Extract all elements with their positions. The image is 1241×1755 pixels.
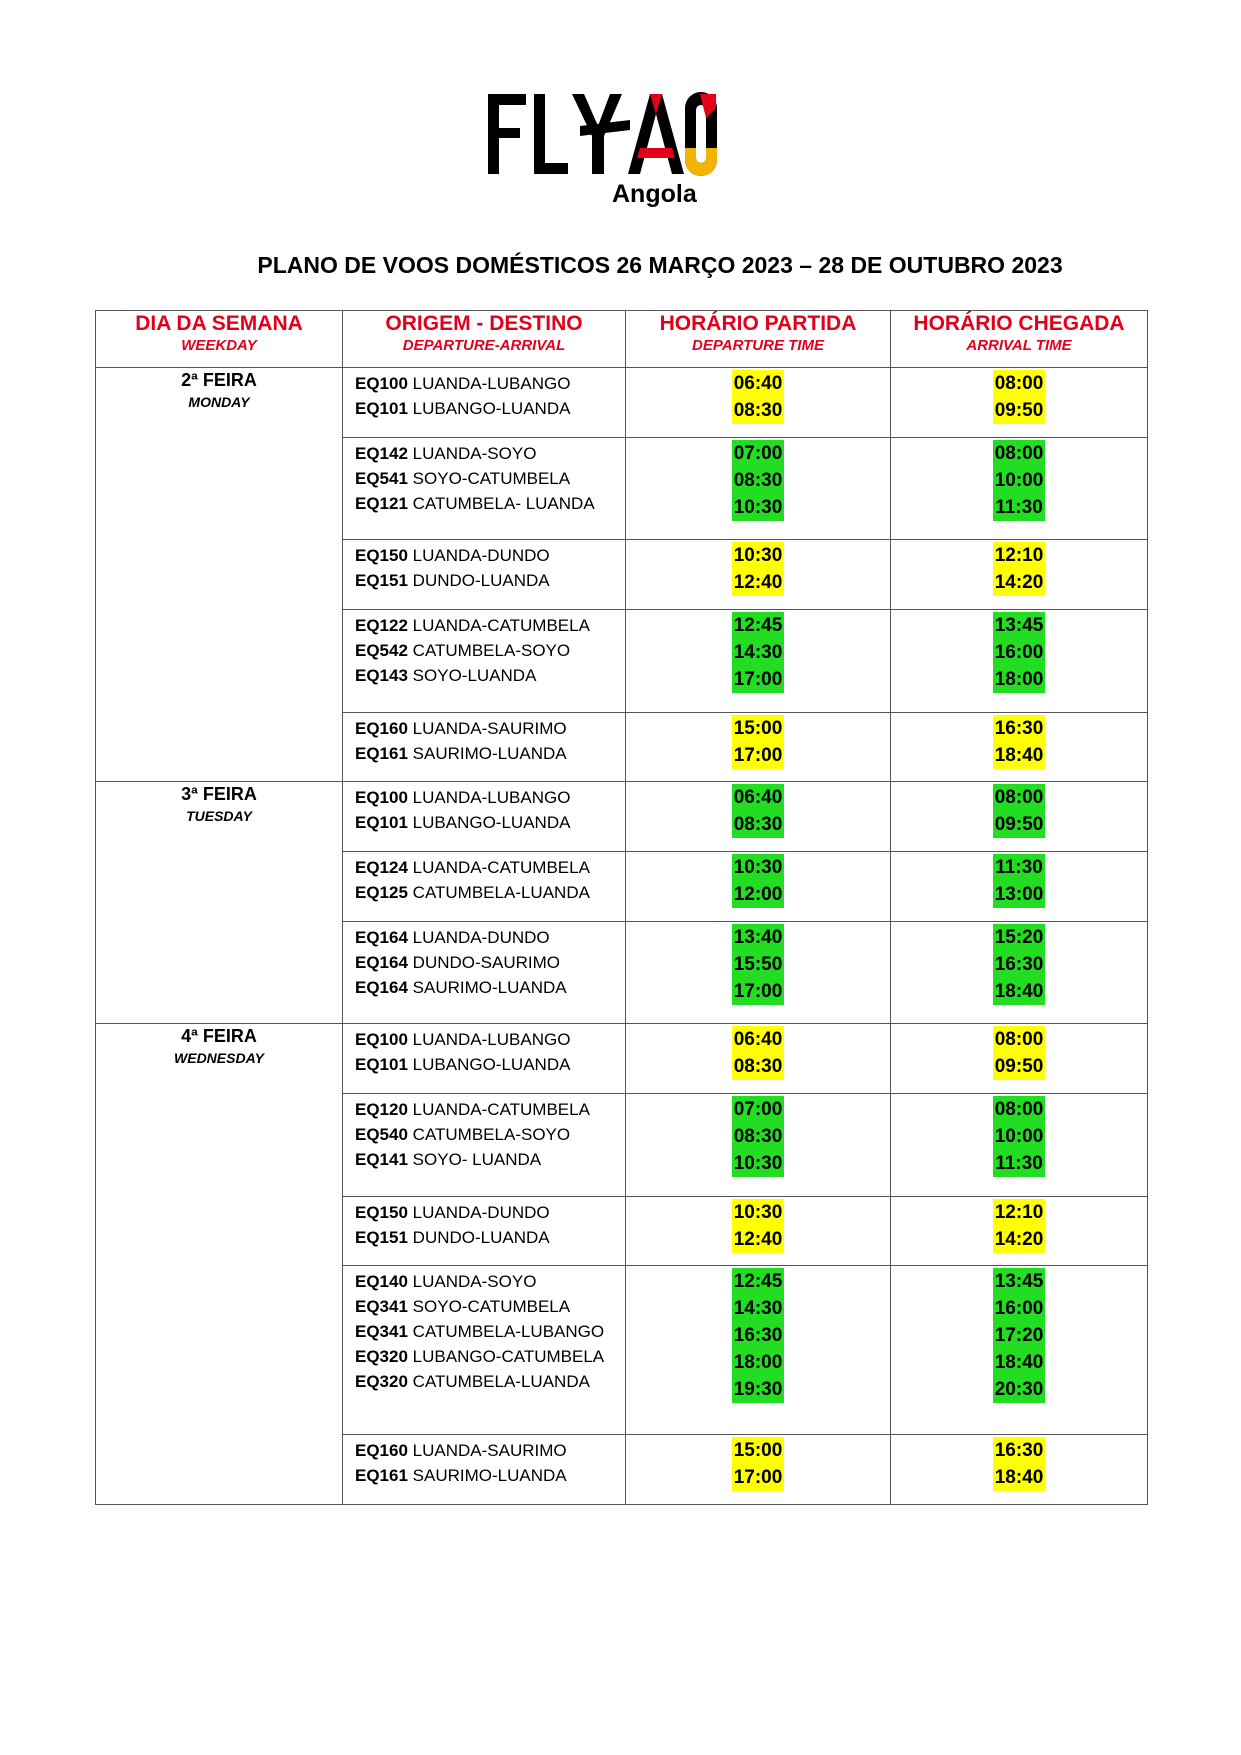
route-name: LUANDA-DUNDO — [412, 927, 550, 947]
arrival-cell — [891, 712, 1148, 782]
arrival-time: 17:20 — [993, 1322, 1045, 1349]
header-route — [343, 311, 626, 368]
departure-time: 17:00 — [732, 978, 784, 1005]
header-sublabel: DEPARTURE-ARRIVAL — [402, 337, 566, 354]
header-label: HORÁRIO CHEGADA — [913, 312, 1125, 335]
departure-time: 12:40 — [732, 569, 784, 596]
arrival-cell — [891, 1196, 1148, 1266]
arrival-time: 14:20 — [993, 569, 1045, 596]
flight-route — [355, 1344, 625, 1369]
route-name: LUBANGO-CATUMBELA — [412, 1347, 605, 1367]
flight-code: EQ320 — [355, 1347, 408, 1367]
table-row — [96, 782, 1148, 852]
flight-schedule-table — [95, 310, 1148, 1505]
flight-code: EQ100 — [355, 374, 408, 393]
header-departure — [626, 311, 891, 368]
route-name: LUANDA-SAURIMO — [412, 1441, 567, 1461]
departure-time: 15:00 — [732, 715, 784, 742]
flight-route — [355, 1438, 625, 1463]
arrival-time: 12:10 — [993, 1199, 1045, 1226]
arrival-time: 18:40 — [993, 1349, 1045, 1376]
flight-route — [355, 1122, 625, 1147]
route-name: SOYO- LUANDA — [412, 1150, 542, 1170]
departure-cell — [626, 1024, 891, 1094]
route-cell — [343, 610, 626, 713]
flight-code: EQ101 — [355, 399, 408, 418]
departure-time: 10:30 — [732, 494, 784, 521]
flight-code: EQ540 — [355, 1125, 408, 1145]
arrival-time: 11:30 — [993, 854, 1045, 881]
departure-cell — [626, 1435, 891, 1505]
flight-code: EQ101 — [355, 813, 408, 833]
departure-time: 08:30 — [732, 811, 784, 838]
header-label: ORIGEM - DESTINO — [385, 312, 583, 335]
departure-time: 07:00 — [732, 440, 784, 467]
flight-route — [355, 925, 625, 950]
route-name: LUANDA-SOYO — [412, 1272, 537, 1292]
departure-time: 12:00 — [732, 881, 784, 908]
departure-cell — [626, 437, 891, 540]
route-cell — [343, 921, 626, 1024]
route-name: LUANDA-DUNDO — [412, 1202, 550, 1222]
departure-time: 07:00 — [732, 1096, 784, 1123]
header-label: HORÁRIO PARTIDA — [659, 312, 857, 335]
flight-route — [355, 741, 625, 766]
flight-route — [355, 396, 625, 421]
arrival-cell — [891, 437, 1148, 540]
flight-code: EQ161 — [355, 1466, 408, 1486]
departure-time: 10:30 — [732, 1199, 784, 1226]
flight-code: EQ541 — [355, 468, 408, 488]
arrival-time: 08:00 — [993, 1026, 1045, 1053]
flight-route — [355, 950, 625, 975]
arrival-time: 09:50 — [993, 811, 1045, 838]
flight-code: EQ140 — [355, 1272, 408, 1292]
flight-code: EQ100 — [355, 1030, 408, 1050]
departure-time: 06:40 — [732, 370, 784, 397]
arrival-cell — [891, 1024, 1148, 1094]
departure-time: 08:30 — [732, 1053, 784, 1080]
departure-cell — [626, 1196, 891, 1266]
route-cell — [343, 1196, 626, 1266]
flight-code: EQ542 — [355, 641, 408, 661]
departure-cell — [626, 1266, 891, 1435]
route-name: LUANDA-CATUMBELA — [412, 858, 590, 878]
arrival-time: 16:30 — [993, 715, 1045, 742]
weekday-cell — [96, 1024, 343, 1505]
arrival-time: 16:00 — [993, 639, 1045, 666]
weekday-cell — [96, 368, 343, 782]
flight-route — [355, 1147, 625, 1172]
departure-time: 10:30 — [732, 854, 784, 881]
arrival-cell — [891, 610, 1148, 713]
flight-route — [355, 880, 625, 905]
departure-time: 06:40 — [732, 1026, 784, 1053]
route-cell — [343, 1094, 626, 1197]
arrival-time: 12:10 — [993, 542, 1045, 569]
route-name: SOYO-CATUMBELA — [412, 1297, 571, 1317]
weekday-sublabel: MONDAY — [188, 394, 250, 410]
flight-code: EQ151 — [355, 571, 408, 591]
arrival-time: 10:00 — [993, 1123, 1045, 1150]
route-cell — [343, 782, 626, 852]
arrival-time: 09:50 — [993, 1053, 1045, 1080]
route-name: SAURIMO-LUANDA — [412, 977, 567, 997]
route-name: LUBANGO-LUANDA — [412, 1055, 571, 1075]
arrival-time: 08:00 — [993, 784, 1045, 811]
flight-route — [355, 1097, 625, 1122]
flight-code: EQ122 — [355, 616, 408, 636]
flight-route — [355, 1269, 625, 1294]
flight-route — [355, 568, 625, 593]
flight-route — [355, 855, 625, 880]
weekday-label: 3ª FEIRA — [181, 784, 257, 805]
flight-code: EQ320 — [355, 1372, 408, 1392]
departure-time: 15:50 — [732, 951, 784, 978]
flight-code: EQ151 — [355, 1227, 408, 1247]
flight-route — [355, 613, 625, 638]
departure-cell — [626, 852, 891, 922]
departure-time: 16:30 — [732, 1322, 784, 1349]
route-name: DUNDO-SAURIMO — [412, 952, 561, 972]
route-name: LUBANGO-LUANDA — [412, 399, 571, 418]
departure-time: 12:45 — [732, 1268, 784, 1295]
flight-code: EQ142 — [355, 443, 408, 463]
route-name: LUANDA-LUBANGO — [412, 374, 571, 393]
route-cell — [343, 1435, 626, 1505]
flight-route — [355, 466, 625, 491]
weekday-cell — [96, 782, 343, 1024]
route-name: SOYO-CATUMBELA — [412, 468, 571, 488]
arrival-time: 16:30 — [993, 951, 1045, 978]
flight-code: EQ120 — [355, 1100, 408, 1120]
flight-code: EQ150 — [355, 546, 408, 566]
flight-code: EQ124 — [355, 858, 408, 878]
departure-time: 18:00 — [732, 1349, 784, 1376]
arrival-time: 13:00 — [993, 881, 1045, 908]
route-name: SAURIMO-LUANDA — [412, 743, 567, 763]
departure-time: 17:00 — [732, 742, 784, 769]
arrival-time: 08:00 — [993, 440, 1045, 467]
flight-route — [355, 638, 625, 663]
arrival-time: 11:30 — [993, 494, 1045, 521]
departure-time: 13:40 — [732, 924, 784, 951]
header-weekday — [96, 311, 343, 368]
flight-code: EQ164 — [355, 927, 408, 947]
arrival-time: 15:20 — [993, 924, 1045, 951]
departure-cell — [626, 921, 891, 1024]
flight-route — [355, 371, 625, 396]
header-sublabel: DEPARTURE TIME — [692, 337, 824, 354]
arrival-time: 08:00 — [993, 370, 1045, 397]
route-name: CATUMBELA-LUBANGO — [412, 1322, 605, 1342]
departure-time: 19:30 — [732, 1376, 784, 1403]
flight-route — [355, 1027, 625, 1052]
header-label: DIA DA SEMANA — [135, 312, 303, 335]
route-cell — [343, 540, 626, 610]
departure-time: 08:30 — [732, 1123, 784, 1150]
arrival-time: 18:40 — [993, 1464, 1045, 1491]
departure-time: 10:30 — [732, 542, 784, 569]
header-arrival — [891, 311, 1148, 368]
arrival-time: 20:30 — [993, 1376, 1045, 1403]
flight-route — [355, 663, 625, 688]
route-name: CATUMBELA-LUANDA — [412, 883, 590, 903]
departure-time: 08:30 — [732, 467, 784, 494]
departure-cell — [626, 782, 891, 852]
route-name: CATUMBELA-LUANDA — [412, 1372, 590, 1392]
departure-cell — [626, 610, 891, 713]
flight-code: EQ143 — [355, 666, 408, 686]
route-name: SAURIMO-LUANDA — [412, 1466, 567, 1486]
departure-time: 14:30 — [732, 1295, 784, 1322]
flight-code: EQ101 — [355, 1055, 408, 1075]
flight-route — [355, 543, 625, 568]
page-title: PLANO DE VOOS DOMÉSTICOS 26 MARÇO 2023 – 28 DE OUTUBRO 2023 — [257, 252, 1063, 278]
arrival-time: 11:30 — [993, 1150, 1045, 1177]
flight-code: EQ121 — [355, 493, 408, 513]
flight-code: EQ141 — [355, 1150, 408, 1170]
route-name: LUANDA-CATUMBELA — [412, 616, 590, 636]
flight-route — [355, 810, 625, 835]
flight-code: EQ341 — [355, 1322, 408, 1342]
arrival-time: 18:00 — [993, 666, 1045, 693]
route-name: LUANDA-LUBANGO — [412, 1030, 571, 1050]
departure-time: 17:00 — [732, 1464, 784, 1491]
flight-route — [355, 441, 625, 466]
route-name: CATUMBELA- LUANDA — [412, 493, 595, 513]
arrival-cell — [891, 1094, 1148, 1197]
table-row — [96, 1024, 1148, 1094]
weekday-sublabel: TUESDAY — [186, 808, 252, 825]
departure-time: 06:40 — [732, 784, 784, 811]
departure-cell — [626, 1094, 891, 1197]
flight-route — [355, 1052, 625, 1077]
arrival-time: 14:20 — [993, 1226, 1045, 1253]
departure-cell — [626, 368, 891, 438]
weekday-sublabel: WEDNESDAY — [174, 1050, 264, 1067]
header-sublabel: WEEKDAY — [181, 337, 257, 354]
logo-subtext: Angola — [612, 180, 697, 208]
departure-time: 10:30 — [732, 1150, 784, 1177]
header-sublabel: ARRIVAL TIME — [966, 337, 1072, 354]
arrival-time: 18:40 — [993, 978, 1045, 1005]
departure-time: 12:40 — [732, 1226, 784, 1253]
arrival-cell — [891, 782, 1148, 852]
departure-time: 14:30 — [732, 639, 784, 666]
weekday-label: 2ª FEIRA — [181, 370, 257, 390]
arrival-time: 08:00 — [993, 1096, 1045, 1123]
arrival-time: 16:00 — [993, 1295, 1045, 1322]
flight-route — [355, 1225, 625, 1250]
route-cell — [343, 852, 626, 922]
flight-code: EQ160 — [355, 1441, 408, 1461]
route-cell — [343, 437, 626, 540]
route-cell — [343, 368, 626, 438]
arrival-cell — [891, 368, 1148, 438]
arrival-time: 13:45 — [993, 612, 1045, 639]
route-cell — [343, 1024, 626, 1094]
arrival-time: 10:00 — [993, 467, 1045, 494]
flight-route — [355, 716, 625, 741]
route-cell — [343, 1266, 626, 1435]
route-name: LUANDA-SOYO — [412, 443, 537, 463]
flight-code: EQ164 — [355, 952, 408, 972]
header-row — [96, 311, 1148, 368]
arrival-time: 16:30 — [993, 1437, 1045, 1464]
flight-code: EQ125 — [355, 883, 408, 903]
table-row — [96, 368, 1148, 438]
flight-route — [355, 1319, 625, 1344]
flight-route — [355, 1200, 625, 1225]
weekday-label: 4ª FEIRA — [181, 1026, 257, 1047]
arrival-cell — [891, 540, 1148, 610]
arrival-time: 13:45 — [993, 1268, 1045, 1295]
arrival-time: 09:50 — [993, 397, 1045, 424]
route-name: LUANDA-DUNDO — [412, 546, 550, 566]
arrival-cell — [891, 1266, 1148, 1435]
flight-code: EQ164 — [355, 977, 408, 997]
flight-code: EQ150 — [355, 1202, 408, 1222]
route-name: CATUMBELA-SOYO — [412, 1125, 571, 1145]
arrival-cell — [891, 852, 1148, 922]
route-cell — [343, 712, 626, 782]
route-name: LUANDA-CATUMBELA — [412, 1100, 590, 1120]
departure-time: 08:30 — [732, 397, 784, 424]
route-name: DUNDO-LUANDA — [412, 571, 550, 591]
arrival-cell — [891, 921, 1148, 1024]
route-name: LUANDA-LUBANGO — [412, 788, 571, 808]
flight-code: EQ160 — [355, 718, 408, 738]
departure-cell — [626, 712, 891, 782]
departure-time: 15:00 — [732, 1437, 784, 1464]
arrival-time: 18:40 — [993, 742, 1045, 769]
flight-code: EQ161 — [355, 743, 408, 763]
flight-code: EQ341 — [355, 1297, 408, 1317]
flight-route — [355, 1463, 625, 1488]
flight-route — [355, 785, 625, 810]
route-name: DUNDO-LUANDA — [412, 1227, 550, 1247]
flight-route — [355, 491, 625, 516]
flight-route — [355, 975, 625, 1000]
departure-time: 12:45 — [732, 612, 784, 639]
arrival-cell — [891, 1435, 1148, 1505]
departure-time: 17:00 — [732, 666, 784, 693]
route-name: LUANDA-SAURIMO — [412, 718, 567, 738]
route-name: LUBANGO-LUANDA — [412, 813, 571, 833]
flight-route — [355, 1369, 625, 1394]
route-name: SOYO-LUANDA — [412, 666, 537, 686]
departure-cell — [626, 540, 891, 610]
route-name: CATUMBELA-SOYO — [412, 641, 571, 661]
flight-route — [355, 1294, 625, 1319]
flight-code: EQ100 — [355, 788, 408, 808]
